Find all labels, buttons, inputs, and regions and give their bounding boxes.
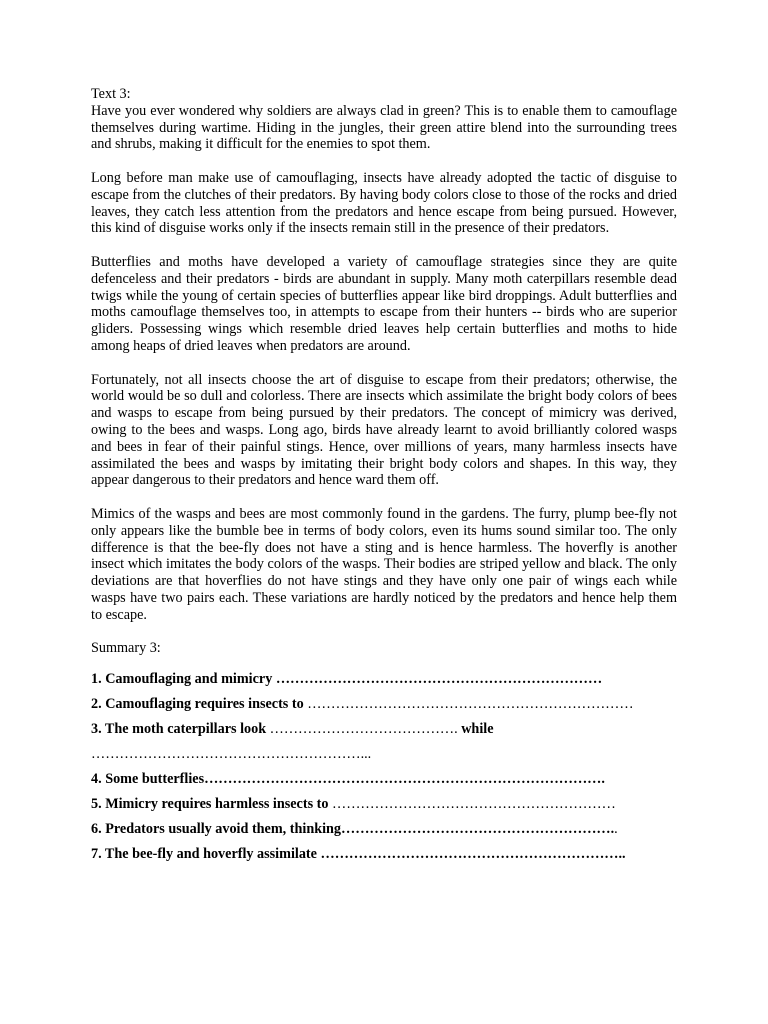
summary-question-3-continuation: …………………………………………………... (91, 746, 372, 763)
paragraph-1: Have you ever wondered why soldiers are always clad in green? This is to enable them to camouflage themselves during wartime. Hiding in the jungles, their green attire blend into the surrounding trees and shrubs, making it difficult for the enemies to spot them. (91, 102, 677, 153)
paragraph-2: Long before man make use of camouflaging, insects have already adopted the tactic of disguise to escape from the clutches of their predators. By having body colors close to those of the rocks and dried leaves, they catch less attention from the predators and hence escape from being pursued. However, this kind of disguise works only if the insects remain still in the presence of their predators. (91, 169, 677, 237)
question-label: 2. Camouflaging requires insects to (91, 696, 308, 713)
answer-blank: …………………………………………………………… (275, 671, 603, 688)
document-page (91, 86, 677, 871)
question-label: 4. Some butterflies (91, 771, 205, 788)
summary-question-5 (91, 796, 677, 813)
paragraph-3: Butterflies and moths have developed a variety of camouflage strategies since they are quite defenceless and their predators - birds are abundant in supply. Many moth caterpillars resemble dead twigs while the young of certain species of butterflies appear like bird droppings. Adult butterflies and moths camouflage themselves too, in attempts to escape from their hunters -- birds who are superior gliders. Possessing wings which resemble dried leaves help certain butterflies and moths to hide among heaps of dried leaves when predators are around. (91, 253, 677, 354)
summary-question-7 (91, 846, 677, 863)
question-connector: while (457, 721, 494, 738)
summary-question-2 (91, 696, 677, 713)
text-heading: Text 3: (91, 86, 131, 102)
question-label: 5. Mimicry requires harmless insects to (91, 796, 333, 813)
question-end: . (614, 821, 618, 837)
question-label: 1. Camouflaging and mimicry (91, 671, 276, 688)
question-label: 7. The bee-fly and hoverfly assimilate (91, 845, 321, 862)
answer-blank: …………………………………………………………… (307, 696, 634, 713)
paragraph-4: Fortunately, not all insects choose the art of disguise to escape from their predators; otherwise, the world would be so dull and colorless. There are insects which assimilate the bright body colors of bees and wasps to escape from being pursued by their predators. The concept of mimicry was derived, owing to the bees and wasps. Long ago, birds have already learnt to avoid brilliantly colored wasps and bees in fear of their painful stings. Hence, over millions of years, many harmless insects have assimilated the bees and wasps by imitating their bright body colors and shapes. In this way, they appear dangerous to their predators and hence ward them off. (91, 371, 677, 489)
summary-question-1 (91, 671, 677, 688)
summary-heading: Summary 3: (91, 640, 161, 657)
answer-blank: …………………………………………………… (332, 796, 616, 813)
answer-blank: ……………………………………………………….. (320, 845, 626, 862)
summary-question-6 (91, 821, 677, 838)
answer-blank: …………………………………. (269, 721, 458, 738)
paragraph-5: Mimics of the wasps and bees are most commonly found in the gardens. The furry, plump bee-fly not only appears like the bumble bee in terms of body colors, even its hums sound similar too. The only difference is that the bee-fly does not have a sting and is hence harmless. The hoverfly is another insect which imitates the body colors of the wasps. Their bodies are striped yellow and black. The only deviations are that hoverflies do not have stings and they have only one pair of wings each while wasps have two pairs each. These variations are hardly noticed by the predators and hence help them to escape. (91, 505, 677, 623)
answer-blank: …………………………………………………. (341, 821, 615, 837)
summary-question-4 (91, 771, 677, 788)
question-label: 3. The moth caterpillars look (91, 721, 270, 738)
question-label: 6. Predators usually avoid them, thinking (91, 821, 342, 837)
summary-question-3 (91, 721, 677, 738)
answer-blank: …………………………………………………………………………. (204, 771, 605, 788)
